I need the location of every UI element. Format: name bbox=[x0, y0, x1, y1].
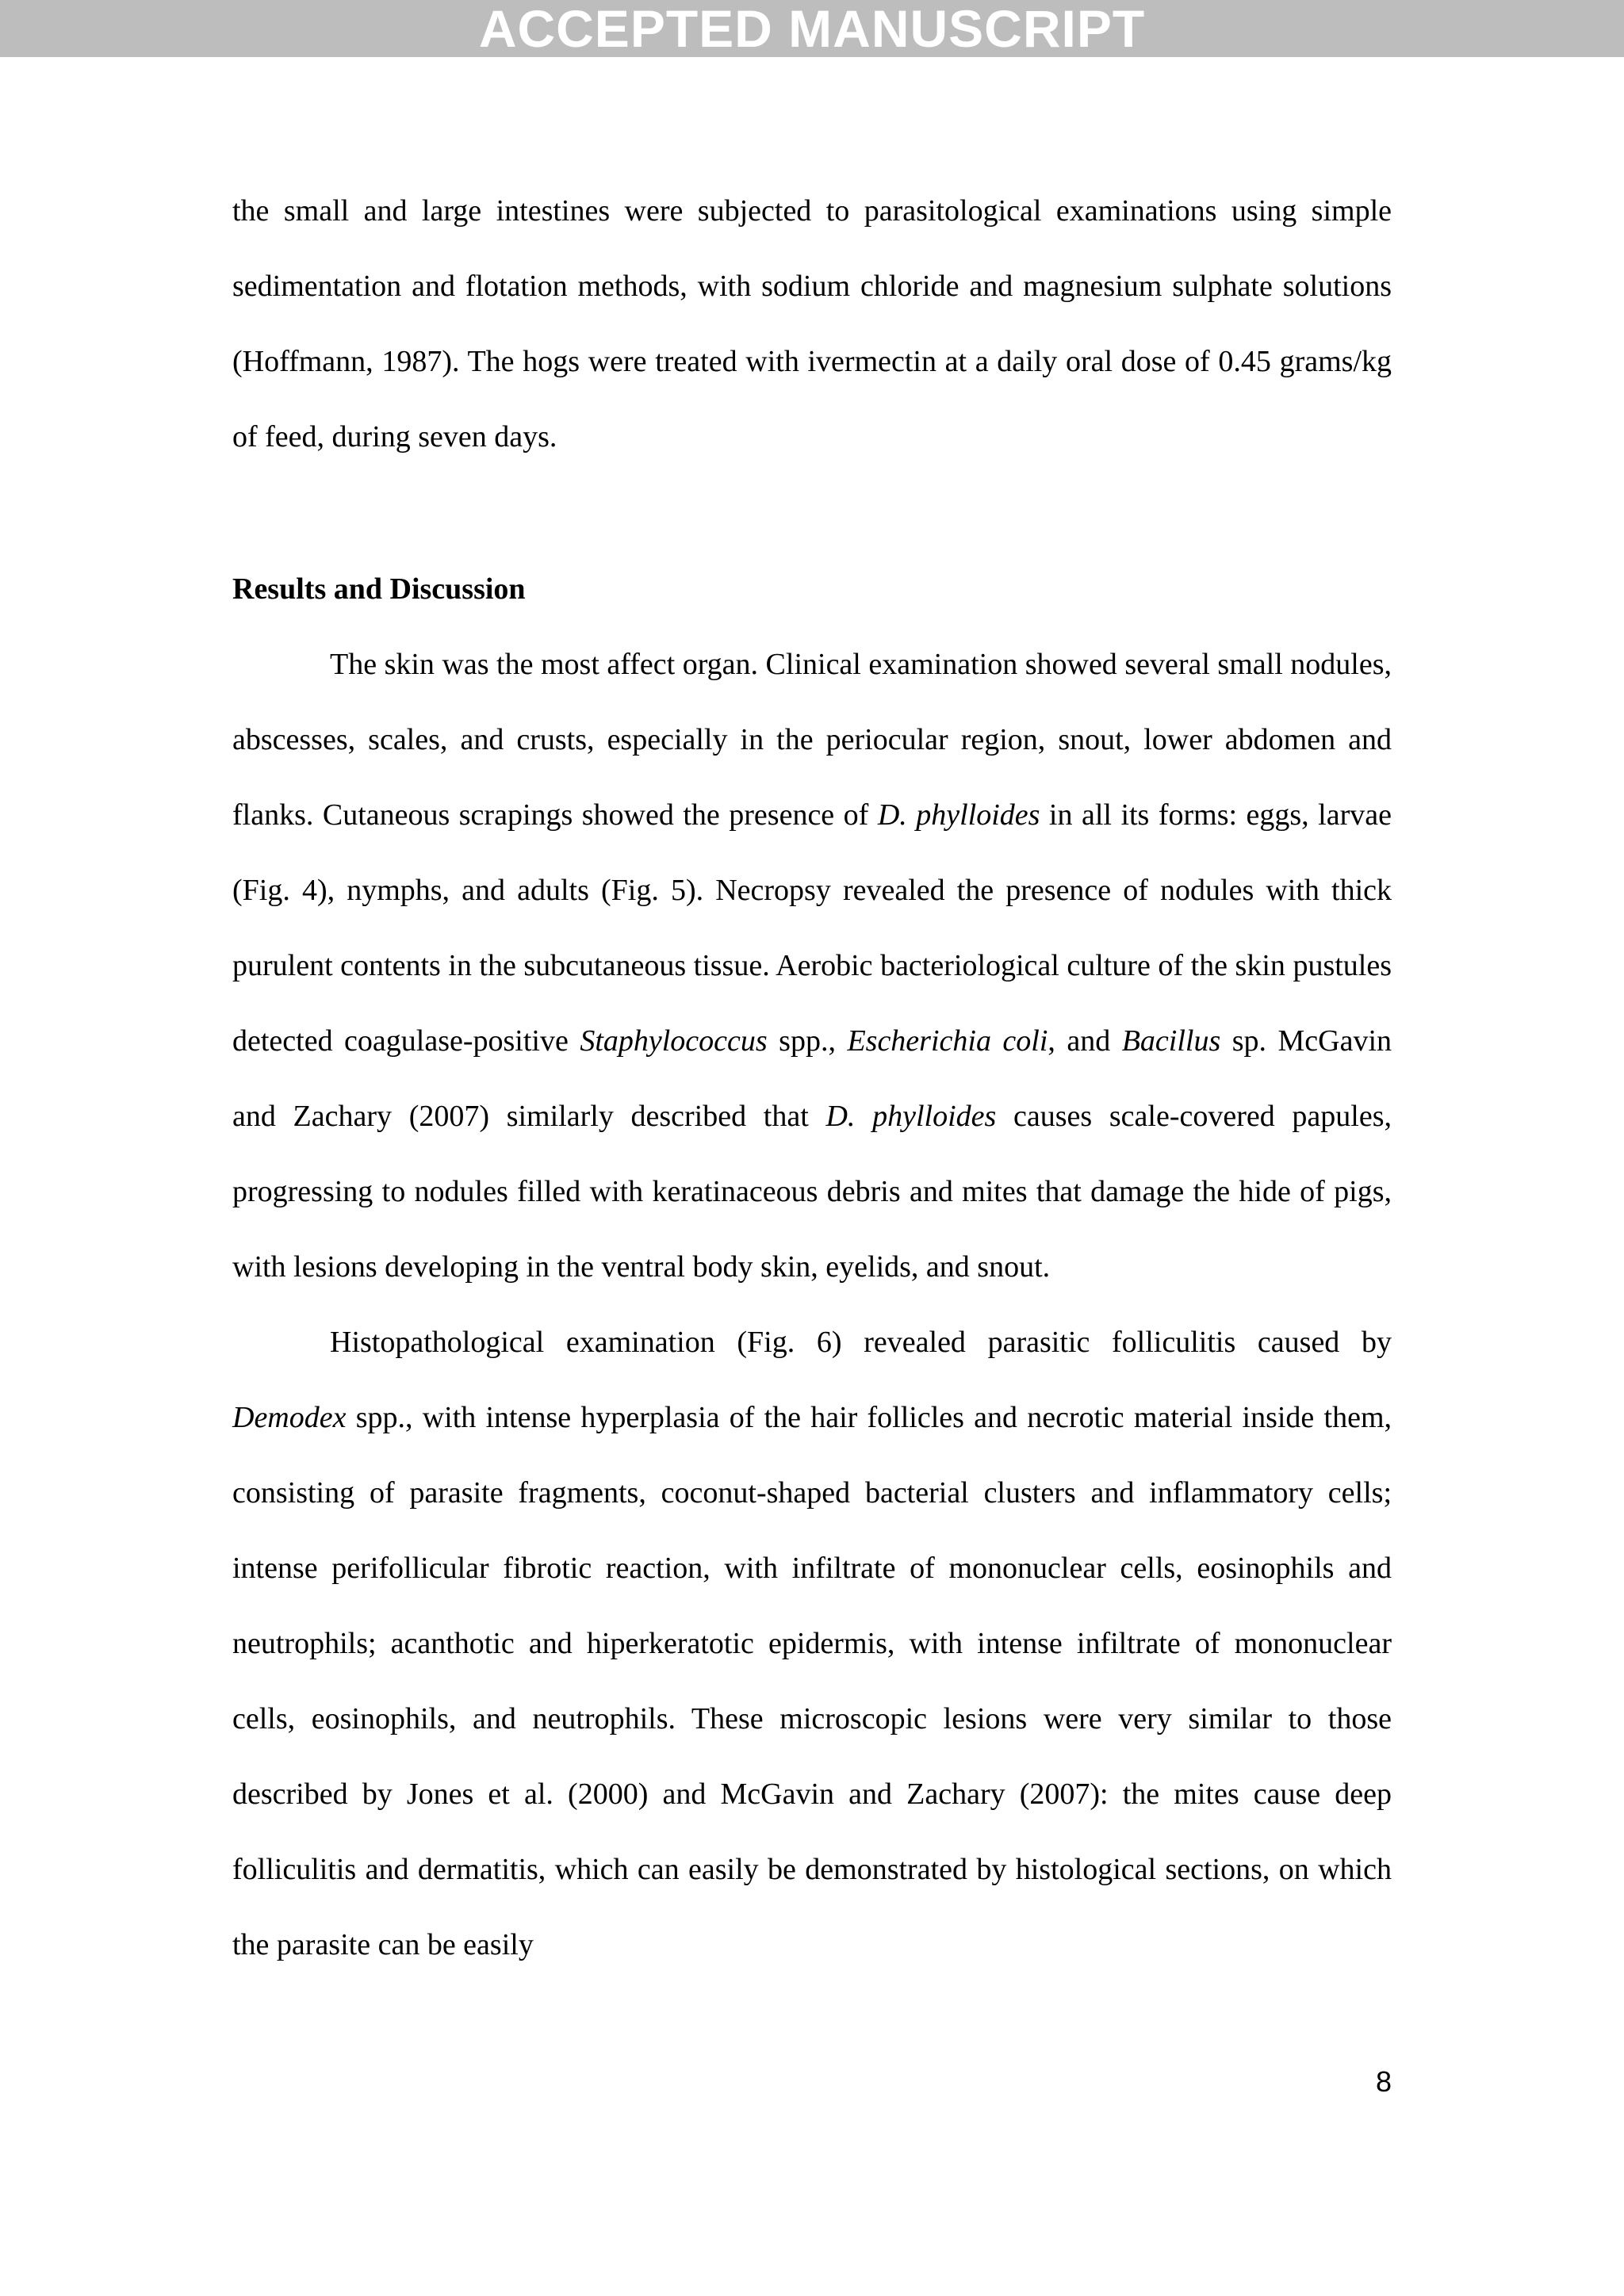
text-run: sp. McGavin and Zachary (2007) similarly described that bbox=[232, 1024, 1392, 1133]
results-paragraph-1 bbox=[232, 627, 1392, 1305]
section-heading: Results and Discussion bbox=[232, 572, 526, 606]
text-run: Histopathological examination (Fig. 6) revealed parasitic folliculitis caused by bbox=[330, 1326, 1392, 1359]
results-section-body bbox=[232, 627, 1392, 1983]
page-number: 8 bbox=[1376, 2065, 1392, 2098]
intro-paragraph bbox=[232, 174, 1392, 475]
genus-name: Demodex bbox=[232, 1401, 347, 1434]
genus-name: Staphylococcus bbox=[580, 1024, 768, 1058]
text-run: spp., with intense hyperplasia of the hair follicles and necrotic material inside them, consisting of parasite fragments, coconut-shaped bacterial clusters and inflammatory cells; intense perifollicular fibrotic reaction, with infiltrate of mononuclear cells, eosinophils and neutrophils; acanthotic and hiperkeratotic epidermis, with intense infiltrate of mononuclear cells, eosinophils, and neutrophils. These microscopic lesions were very similar to those described by Jones et al. (2000) and McGavin and Zachary (2007): the mites cause deep folliculitis and dermatitis, which can easily be demonstrated by histological sections, on which the parasite can be easily bbox=[232, 1401, 1392, 1961]
text-run: causes scale-covered papules, progressing to nodules filled with keratinaceous debris and mites that damage the hide of pigs, with lesions developing in the ventral body skin, eyelids, and snout. bbox=[232, 1100, 1392, 1284]
species-name: Escherichia coli bbox=[847, 1024, 1048, 1058]
text-run: spp., bbox=[767, 1024, 848, 1058]
banner-title: ACCEPTED MANUSCRIPT bbox=[478, 0, 1146, 58]
species-name: D. phylloides bbox=[877, 798, 1040, 832]
text-run: The skin was the most affect organ. Clinical examination showed several small nodules, abscesses, scales, and crusts, especially in the periocular region, snout, lower abdomen and flanks. Cutaneous scrapings showed the presence of bbox=[232, 648, 1392, 832]
intro-text: the small and large intestines were subjected to parasitological examinations using simple sedimentation and flotation methods, with sodium chloride and magnesium sulphate solutions (Hoffmann, 1987). The hogs were treated with ivermectin at a daily oral dose of 0.45 grams/kg of feed, during seven days. bbox=[232, 194, 1392, 453]
results-paragraph-2 bbox=[232, 1305, 1392, 1983]
text-run: , and bbox=[1048, 1024, 1122, 1058]
genus-name: Bacillus bbox=[1121, 1024, 1221, 1058]
species-name: D. phylloides bbox=[825, 1100, 997, 1133]
text-run: in all its forms: eggs, larvae (Fig. 4), nymphs, and adults (Fig. 5). Necropsy revealed the presence of nodules with thick purulent contents in the subcutaneous tissue. Aerobic bacteriological culture of the skin pustules detected coagulase-positive bbox=[232, 798, 1392, 1058]
